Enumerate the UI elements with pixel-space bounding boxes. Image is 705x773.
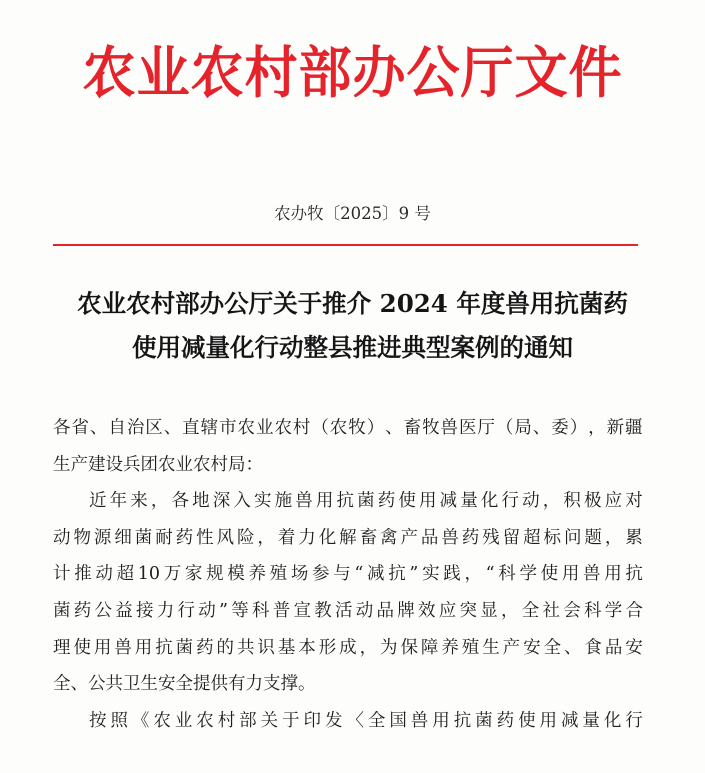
paragraph1-line-5: 理 使 用 兽 用 抗 菌 药 的 共 识 基 本 形 成 ， 为 保 障 养 殖 生 产 安 全 、 食 品 安	[53, 637, 643, 658]
document-title	[0, 282, 705, 370]
paragraph1-line-6: 全 、 公 共 卫 生 安 全 提 供 有 力 支 撑 。	[53, 674, 316, 695]
document-number: 农办牧〔2025〕9 号	[274, 204, 431, 223]
salutation-line-2: 生 产 建 设 兵 团 农 业 农 村 局 ：	[53, 454, 263, 475]
title-line-2: 使用减量化行动整县推进典型案例的通知	[132, 333, 573, 362]
paragraph2-line-1: 按 照 《 农 业 农 村 部 关 于 印 发 〈 全 国 兽 用 抗 菌 药 使 用 减 量 化 行	[89, 710, 643, 731]
paragraph1-line-1: 近 年 来 ， 各 地 深 入 实 施 兽 用 抗 菌 药 使 用 减 量 化 行 动 ， 积 极 应 对	[89, 491, 643, 512]
salutation-line-1: 各 省 、 自 治 区 、 直 辖 市 农 业 农 村 （ 农 牧 ） 、 畜 牧 兽 医 厅 （ 局 、 委 ） ， 新 疆	[53, 418, 643, 438]
document-masthead: 农业农村部办公厅文件	[82, 40, 623, 106]
red-separator-line	[53, 244, 638, 246]
paragraph1-line-2: 动 物 源 细 菌 耐 药 性 风 险 ， 着 力 化 解 畜 禽 产 品 兽 药 残 留 超 标 问 题 ， 累	[53, 527, 643, 548]
document-body	[53, 410, 643, 739]
title-line-1: 农业农村部办公厅关于推介 2024 年度兽用抗菌药	[77, 289, 628, 318]
paragraph1-line-4: 菌 药 公 益 接 力 行 动 ” 等 科 普 宣 教 活 动 品 牌 效 应 突 显 ， 全 社 会 科 学 合	[53, 600, 643, 621]
paragraph1-line-3: 计 推 动 超 10 万 家 规 模 养 殖 场 参 与 “ 减 抗 ” 实 践 ， “ 科 学 使 用 兽 用 抗	[53, 564, 643, 585]
